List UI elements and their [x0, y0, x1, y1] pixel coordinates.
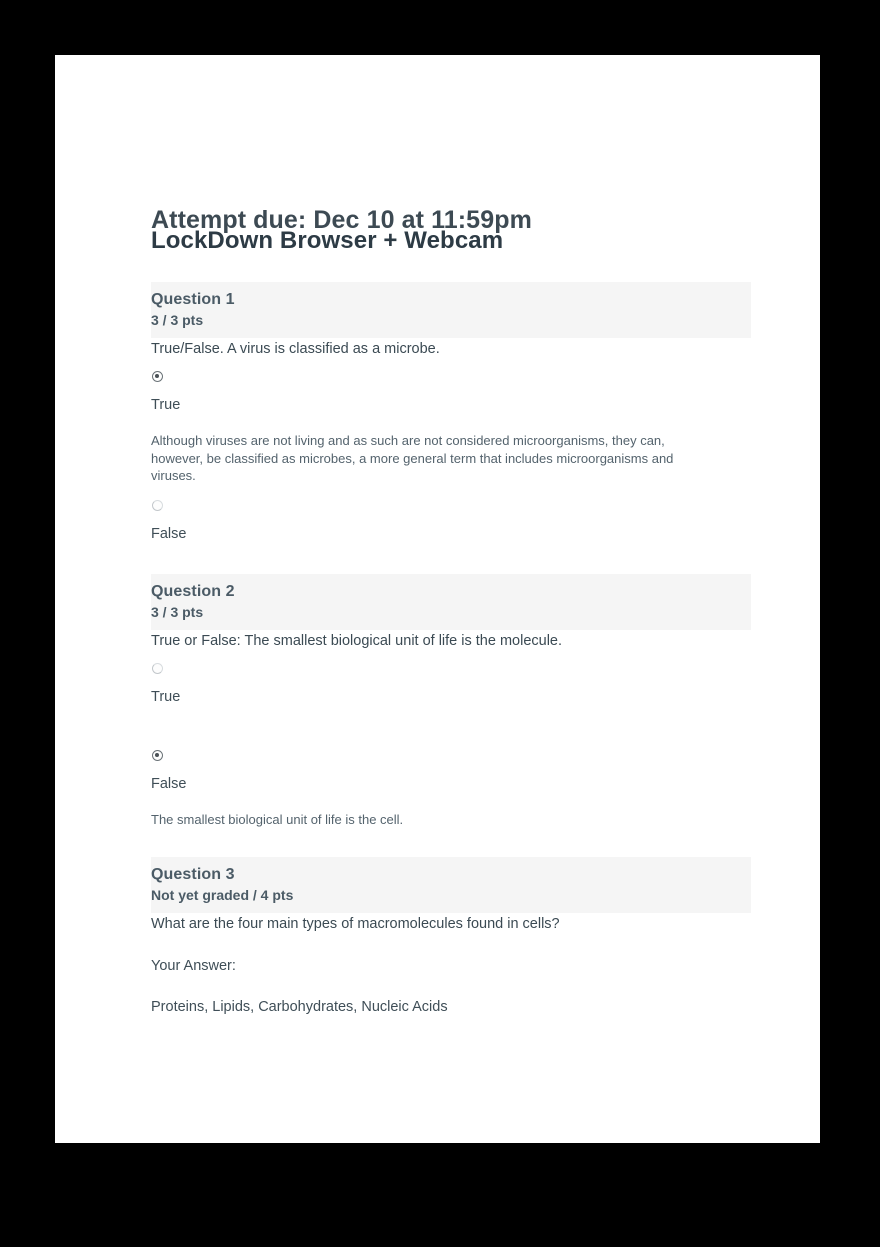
question-text-1: True/False. A virus is classified as a microbe. — [151, 341, 440, 357]
question-text-2: True or False: The smallest biological unit of life is the molecule. — [151, 632, 563, 649]
answers-1 — [151, 371, 751, 543]
document-page — [55, 55, 820, 1143]
clipped-heading-above: Attempt due: Dec 10 at 11:59pm — [151, 206, 532, 234]
question-feedback-1: Although viruses are not living and as such are not considered microorganisms, they can, however, be classified as microbes, a more general term that includes microorganisms and viruses. — [151, 433, 674, 483]
question-text-3: What are the four main types of macromolecules found in cells? — [151, 916, 560, 932]
question-points-1: 3 / 3 pts — [151, 312, 204, 328]
question-header-3 — [151, 857, 751, 913]
quiz-content — [151, 205, 751, 1020]
page-title: LockDown Browser + Webcam — [151, 227, 504, 254]
answer-label: False — [151, 525, 187, 542]
answer-label: False — [151, 775, 187, 792]
question-header-1 — [151, 282, 751, 338]
question-name-3: Question 3 — [151, 866, 235, 883]
your-answer-text: Proteins, Lipids, Carbohydrates, Nucleic Acids — [151, 999, 448, 1015]
question-points-2: 3 / 3 pts — [151, 603, 204, 620]
your-answer-label: Your Answer: — [151, 958, 236, 974]
answer-label: True — [151, 397, 181, 413]
radio-button-icon[interactable] — [152, 663, 163, 674]
radio-button-icon[interactable] — [152, 750, 163, 761]
question-points-3: Not yet graded / 4 pts — [151, 887, 294, 903]
question-name-2: Question 2 — [151, 582, 235, 600]
answer-option-2-false[interactable] — [151, 750, 751, 793]
question-header-2 — [151, 574, 751, 630]
question-feedback-2: The smallest biological unit of life is the cell. — [151, 811, 404, 827]
question-name-1: Question 1 — [151, 291, 235, 308]
question-block-1 — [151, 282, 751, 543]
answer-option-2-true[interactable] — [151, 663, 751, 706]
answers-2 — [151, 663, 751, 829]
radio-button-icon[interactable] — [152, 371, 163, 382]
answer-option-1-false[interactable] — [151, 500, 751, 543]
answer-label: True — [151, 688, 181, 705]
radio-button-icon[interactable] — [152, 500, 163, 511]
question-block-3 — [151, 857, 751, 1016]
answer-option-1-true[interactable] — [151, 371, 751, 414]
question-block-2 — [151, 574, 751, 829]
